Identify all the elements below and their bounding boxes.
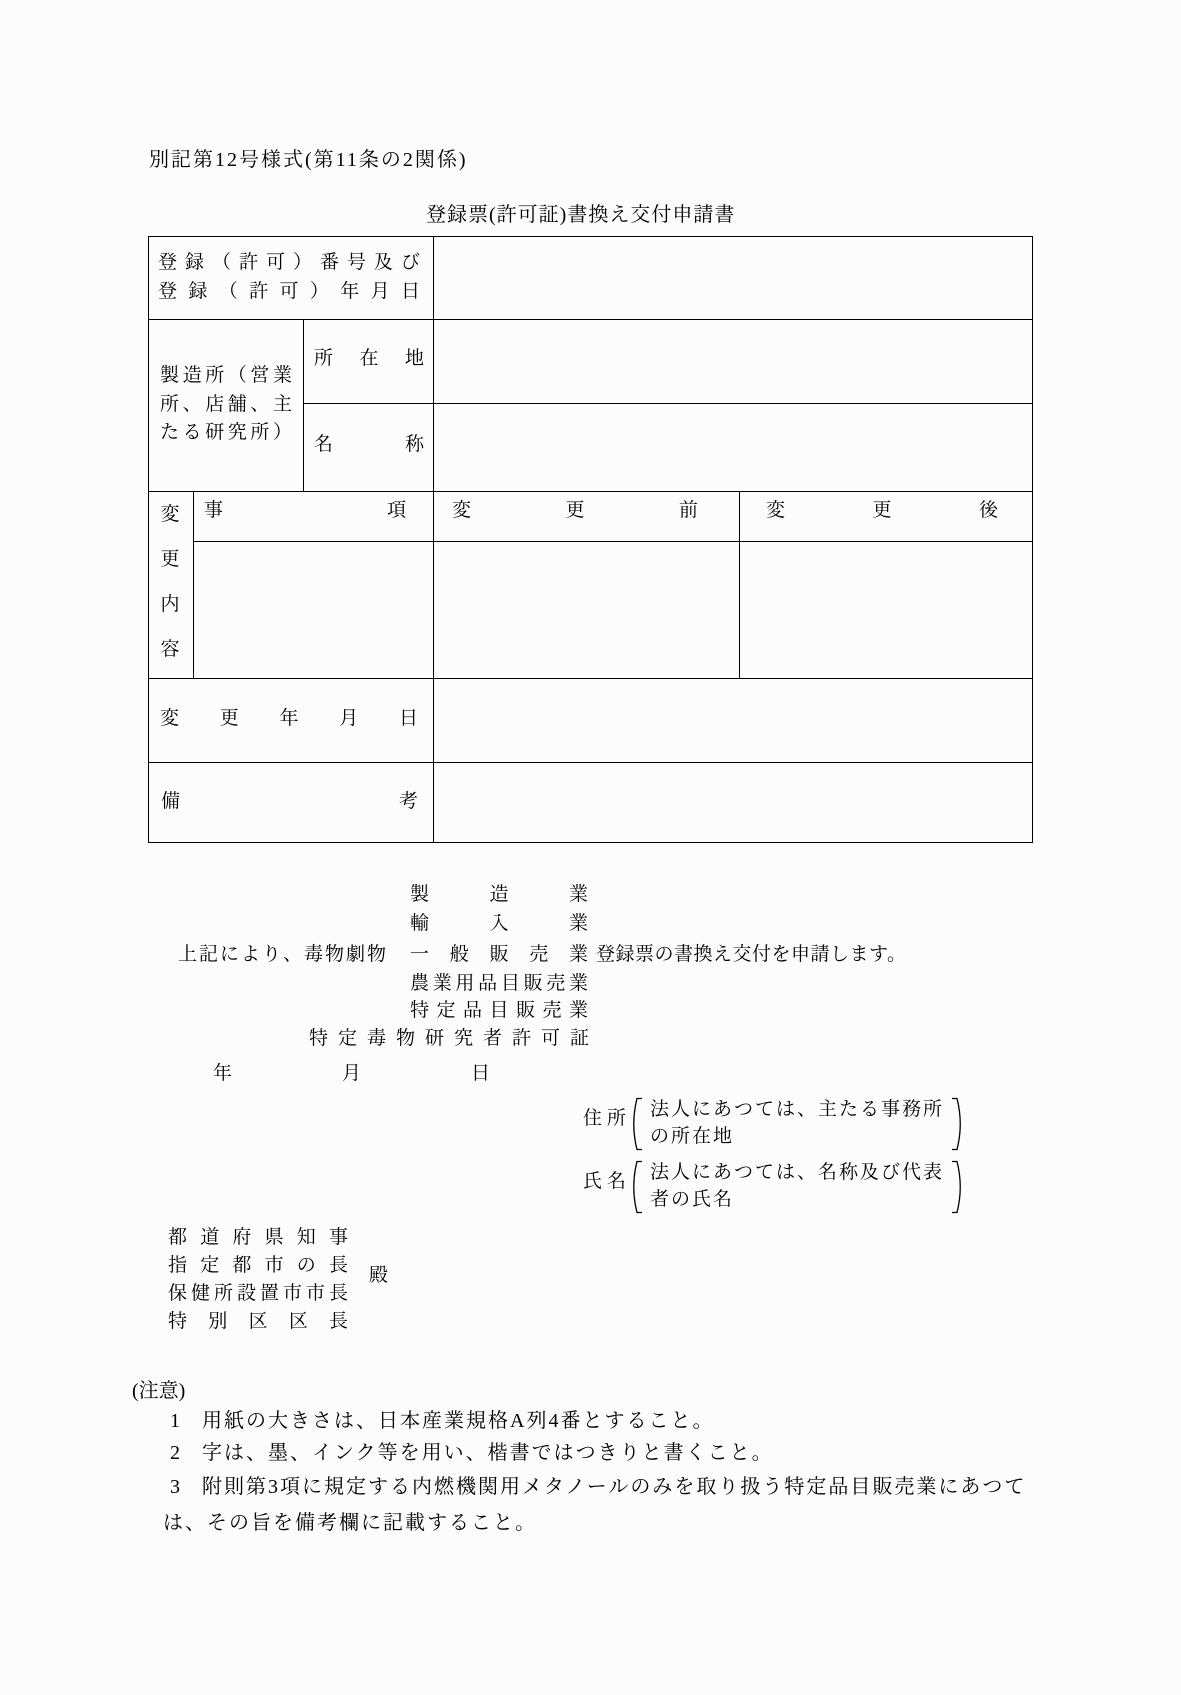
location-label: 所在地 [314, 348, 424, 369]
change-contents-char: 内 [160, 594, 180, 615]
license-type-general-sales: 一般販売業 [410, 944, 588, 965]
note-3-text: 附則第3項に規定する内燃機関用メタノールのみを取り扱う特定品目販売業にあつて [202, 1476, 1027, 1498]
table-border [149, 319, 1032, 320]
note-3-number: 3 [170, 1476, 180, 1498]
applicant-name-label: 氏名 [583, 1171, 632, 1192]
license-type-agricultural: 農業用品目販売業 [410, 973, 588, 994]
page-title: 登録票(許可証)書換え交付申請書 [426, 204, 736, 226]
facility-label-line1: 製造所（営業 [160, 365, 292, 386]
name-note-line2: 者の氏名 [650, 1189, 735, 1210]
license-type-manufacturing: 製造業 [410, 884, 588, 905]
table-border [193, 491, 194, 678]
change-date-value-cell [440, 709, 1025, 749]
column-header-after: 変更後 [766, 500, 998, 521]
honorific-dono: 殿 [369, 1265, 389, 1286]
applicant-address-label: 住所 [583, 1108, 632, 1129]
registration-number-label-line2: 登録（許可）年月日 [158, 281, 420, 302]
open-paren-icon [629, 1097, 644, 1151]
table-border [739, 491, 740, 678]
open-paren-icon [629, 1160, 644, 1214]
change-contents-char: 容 [160, 639, 180, 660]
note-1-text: 用紙の大きさは、日本産業規格A列4番とすること。 [202, 1410, 715, 1432]
note-2-number: 2 [170, 1442, 180, 1464]
table-border [149, 491, 1032, 492]
application-sentence-suffix: 登録票の書換え交付を申請します。 [596, 944, 907, 965]
application-sentence-prefix: 上記により、毒物劇物 [178, 944, 389, 965]
address-note-line1: 法人にあつては、主たる事務所 [650, 1099, 945, 1120]
table-border [149, 678, 1032, 679]
notes-heading: (注意) [132, 1380, 186, 1402]
column-header-before: 変更前 [452, 500, 698, 521]
note-2-text: 字は、墨、インク等を用い、楷書ではつきりと書くこと。 [202, 1442, 774, 1464]
table-border [303, 319, 304, 491]
remarks-value-cell [440, 792, 1025, 832]
addressee-block [168, 1224, 348, 1336]
name-note-line1: 法人にあつては、名称及び代表 [650, 1162, 945, 1183]
remarks-label: 備考 [161, 791, 418, 812]
addressee-special-ward-mayor: 特別区区長 [168, 1311, 348, 1332]
researcher-permit-line: 特定毒物研究者許可証 [309, 1028, 589, 1049]
change-before-cell [440, 545, 730, 670]
note-3-text-continuation: は、その旨を備考欄に記載すること。 [163, 1512, 537, 1534]
change-after-cell [745, 545, 1025, 670]
form-number: 別記第12号様式(第11条の2関係) [149, 149, 468, 171]
column-header-item: 事項 [204, 500, 406, 521]
table-border [303, 403, 1032, 404]
close-paren-icon [950, 1160, 965, 1214]
addressee-health-center-city-mayor: 保健所設置市市長 [168, 1283, 348, 1304]
application-table [148, 236, 1033, 843]
change-item-cell [200, 545, 425, 670]
change-contents-label [160, 492, 180, 672]
date-line: 年 月 日 [213, 1063, 490, 1084]
name-label: 名称 [314, 434, 424, 455]
registration-number-label-line1: 登録（許可）番号及び [158, 252, 420, 273]
table-border [149, 762, 1032, 763]
addressee-governor: 都道府県知事 [168, 1227, 348, 1248]
license-type-import: 輸入業 [410, 913, 588, 934]
addressee-designated-city-mayor: 指定都市の長 [168, 1255, 348, 1276]
change-contents-char: 更 [160, 549, 180, 570]
facility-label-line3: たる研究所） [160, 422, 292, 443]
facility-label-line2: 所、店舗、主 [160, 394, 292, 415]
name-value-cell [440, 435, 1025, 475]
change-contents-char: 変 [160, 504, 180, 525]
close-paren-icon [950, 1097, 965, 1151]
address-note-line2: の所在地 [650, 1126, 735, 1147]
license-type-specific-items: 特定品目販売業 [410, 1000, 588, 1021]
change-date-label: 変更年月日 [160, 708, 418, 729]
table-border [433, 237, 434, 842]
location-value-cell [440, 349, 1025, 389]
registration-number-value-cell [440, 253, 1025, 311]
table-border [193, 541, 1032, 542]
note-1-number: 1 [170, 1410, 180, 1432]
